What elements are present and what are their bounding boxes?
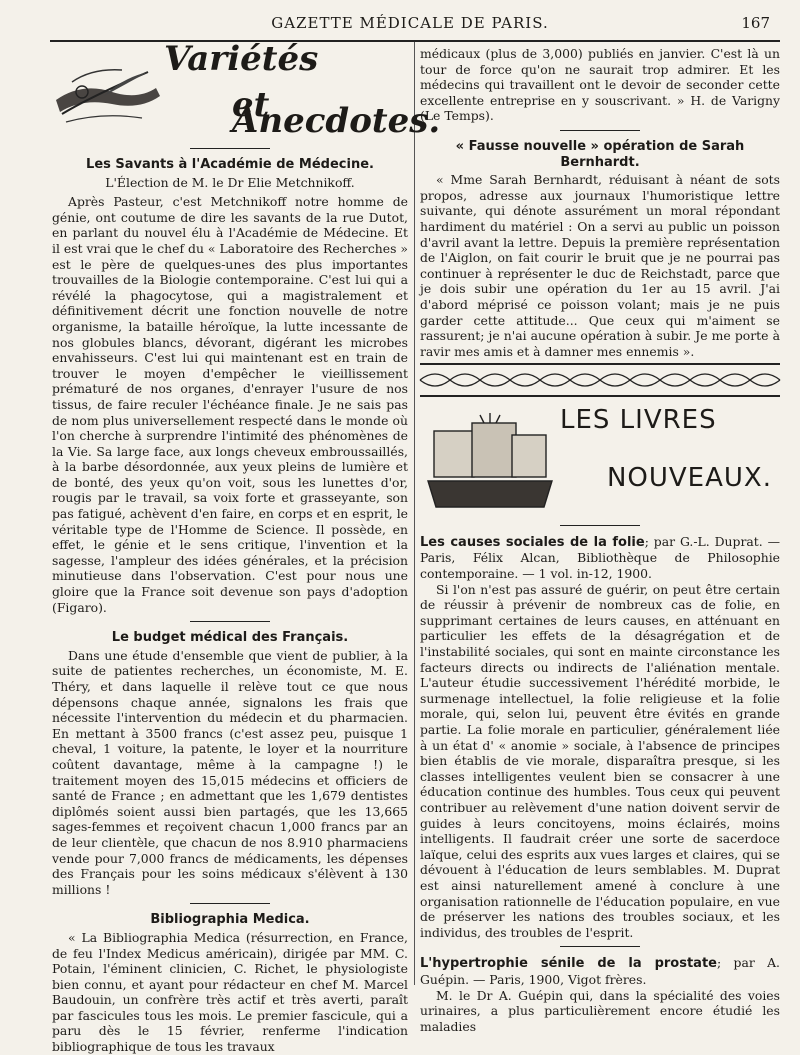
column-divider (414, 42, 415, 985)
livres-title-line1: LES LIVRES (560, 404, 717, 435)
article-body: Si l'on n'est pas assuré de guérir, on peut être certain de réussir à prévenir de nombreux cas de folie, en supprimant certaines de leurs causes, en atténuant en particulier les effets de la désagrégation et de l'instabilité sociales, qui sont en mainte circonstance les facteurs directs ou indirects de l'aliénation mentale. L'auteur étudie successivement l'hérédité morbide, le surmenage intellectuel, la folie religieuse et la folie morale, qui, selon lui, peuvent être évités en grande partie. La folie morale en particulier, généralement liée à un état d' « anomie » sociale, à l'absence de principes bien établis de vie morale, disparaîtra presque, si les classes intelligentes veulent bien se consacrer à une éducation continue des humbles. Tous ceux qui peuvent contribuer au relèvement d'une nation doivent servir de guides à leurs concitoyens, moins éclairés, moins intelligents. Il faudrait créer une sorte de sacerdoce laïque, celui des esprits aux vues larges et claires, qui se dévouent à l'éducation de leurs semblables. M. Duprat est ainsi naturellement amené à conclure à une organisation rationnelle de l'éducation populaire, en vue de préserver les nations des troubles sociaux, et les individus, des troubles de l'esprit. (420, 581, 780, 940)
left-column (52, 39, 441, 1055)
article-title: Le budget médical des Français. (111, 630, 349, 646)
livres-title-line2: NOUVEAUX. (606, 462, 772, 493)
book-title: L'hypertrophie sénile de la prostate (420, 956, 717, 972)
varietes-heading (52, 39, 441, 142)
article-continuation: médicaux (plus de 3,000) publiés en janvier. C'est là un tour de force qu'on ne saurait trop admirer. Et les médecins qui travaillent ont le devoir de seconder cette excellente entreprise en y souscrivant. » H. de Varigny (Le Temps). (420, 46, 780, 124)
article-subtitle: L'Élection de M. le Dr Elie Metchnikoff. (105, 174, 355, 190)
book-review-heading (420, 955, 780, 987)
article-separator (560, 130, 640, 131)
article-body: « Mme Sarah Bernhardt, réduisant à néant de sots propos, adresse aux journaux l'humoristique lettre suivante, qui dénote assurément un moral répondant hardiment du matériel : On a servi au public un poisson d'avril avant la lettre. Depuis la première représentation de l'Aiglon, on fait courir le bruit que je ne pourrai pas continuer à représenter le duc de Reichstadt, parce que je dois subir une opération du 1er au 15 avril. J'ai d'abord méprisé ce poisson volant; mais je ne puis garder cette attitude... Que ceux qui m'aiment se rassurent; je n'ai aucune opération à subir. Je me porte à ravir mes amis et à damner mes ennemis ». (420, 172, 780, 359)
quill-scroll-illustration (52, 52, 164, 132)
page-number: 167 (741, 14, 770, 32)
article-body: Après Pasteur, c'est Metchnikoff notre homme de génie, ont coutume de dire les savants de la rue Dutot, en parlant du nouvel élu à l'Académie de Médecine. Et il est vrai que le chef du « Laboratoire des Recherches » est le père de quelques-unes des plus importantes trouvailles de la Biologie contemporaine. C'est lui qui a révélé la phagocytose, qui a magistralement et définitivement décrit une fonction nouvelle de notre organisme, la bataille héroïque, la lutte incessante de nos globules blancs, dévorant, digérant les microbes envahisseurs. C'est lui qui maintenant est en train de trouver le moyen d'empêcher le vieillissement prématuré de nos organes, d'enrayer l'usure de nos tissus, de faire reculer l'échéance finale. Je ne sais pas de nom plus universellement respecté dans le monde où l'on cherche à surprendre l'intimité des phénomènes de la Vie. Sa large face, aux longs cheveux embroussaillés, à la barbe désordonnée, aux yeux pleins de lumière et de bonté, des yeux qu'on voit, sous les lunettes d'or, rougis par le travail, sa voix forte et grasseyante, son pas fatigué, achèvent d'en faire, en corps et en esprit, le véritable type de l'Homme de Science. Il possède, en effet, le génie et le sens critique, l'invention et la sagesse, l'ampleur des idées générales, et la précision minutieuse dans l'observation. C'est pour nous une gloire que la France soit devenue son pays d'adoption (Figaro). (52, 194, 408, 615)
article-title: « Fausse nouvelle » opération de Sarah Bernhardt. (455, 138, 745, 170)
article-body: Dans une étude d'ensemble que vient de publier, à la suite de patientes recherches, un économiste, M. E. Théry, et dans laquelle il relève tout ce que nous dépensons chaque année, signalons les frais que nécessite l'intervention du médecin et du pharmacien. En mettant à 3500 francs (c'est assez peu, puisque 1 cheval, 1 voiture, la patente, le loyer et la nourriture coûtent davantage, même à la campagne !) le traitement moyen des 15,015 médecins et officiers de santé de France ; en admettant que les 1,679 dentistes diplômés soient aussi bien partagés, que les 13,665 sages-femmes et reçoivent chacun 1,000 francs par an de leur clientèle, que chacun de nos 8.910 pharmaciens vende pour 7,000 francs de médicaments, les dépenses des Français pour les soins médicaux s'élèvent à 130 millions ! (52, 647, 408, 897)
article-body: « La Bibliographia Medica (résurrection, en France, de feu l'Index Medicus américain), dirigée par MM. C. Potain, l'éminent clinicien, C. Richet, le physiologiste bien connu, et ayant pour rédacteur en chef M. Marcel Baudouin, un confrère très actif et très averti, paraît par fascicules tous les mois. Le premier fascicule, qui a paru dès le 15 février, renferme l'indication bibliographique de tous les travaux (52, 929, 408, 1055)
varietes-title-line2: et Anecdotes. (232, 85, 441, 141)
header-rule (50, 40, 780, 42)
right-column (420, 46, 780, 1034)
running-header (50, 14, 770, 34)
book-title: Les causes sociales de la folie (420, 534, 645, 550)
article-separator (190, 621, 270, 622)
article-title: Bibliographia Medica. (150, 912, 310, 928)
book-citation: ; par A. Guépin. — Paris, 1900, Vigot frères. (420, 955, 780, 987)
livres-nouveaux-heading (420, 405, 780, 519)
varietes-title-line1: Variétés (164, 39, 319, 79)
article-body: M. le Dr A. Guépin qui, dans la spécialité des voies urinaires, a plus particulièrement encore étudié les maladies (420, 987, 780, 1034)
heading-rule (190, 148, 270, 149)
ornamental-border (420, 363, 780, 397)
article-separator (560, 946, 640, 947)
book-citation: ; par G.-L. Duprat. — Paris, Félix Alcan, Bibliothèque de Philosophie contemporaine. — 1 vol. in-12, 1900. (420, 533, 780, 582)
book-review-heading (420, 534, 780, 582)
journal-title: GAZETTE MÉDICALE DE PARIS. (271, 14, 549, 32)
books-illustration (424, 411, 556, 515)
article-title: Les Savants à l'Académie de Médecine. (86, 157, 374, 172)
article-separator (190, 903, 270, 904)
heading-rule (560, 525, 640, 526)
